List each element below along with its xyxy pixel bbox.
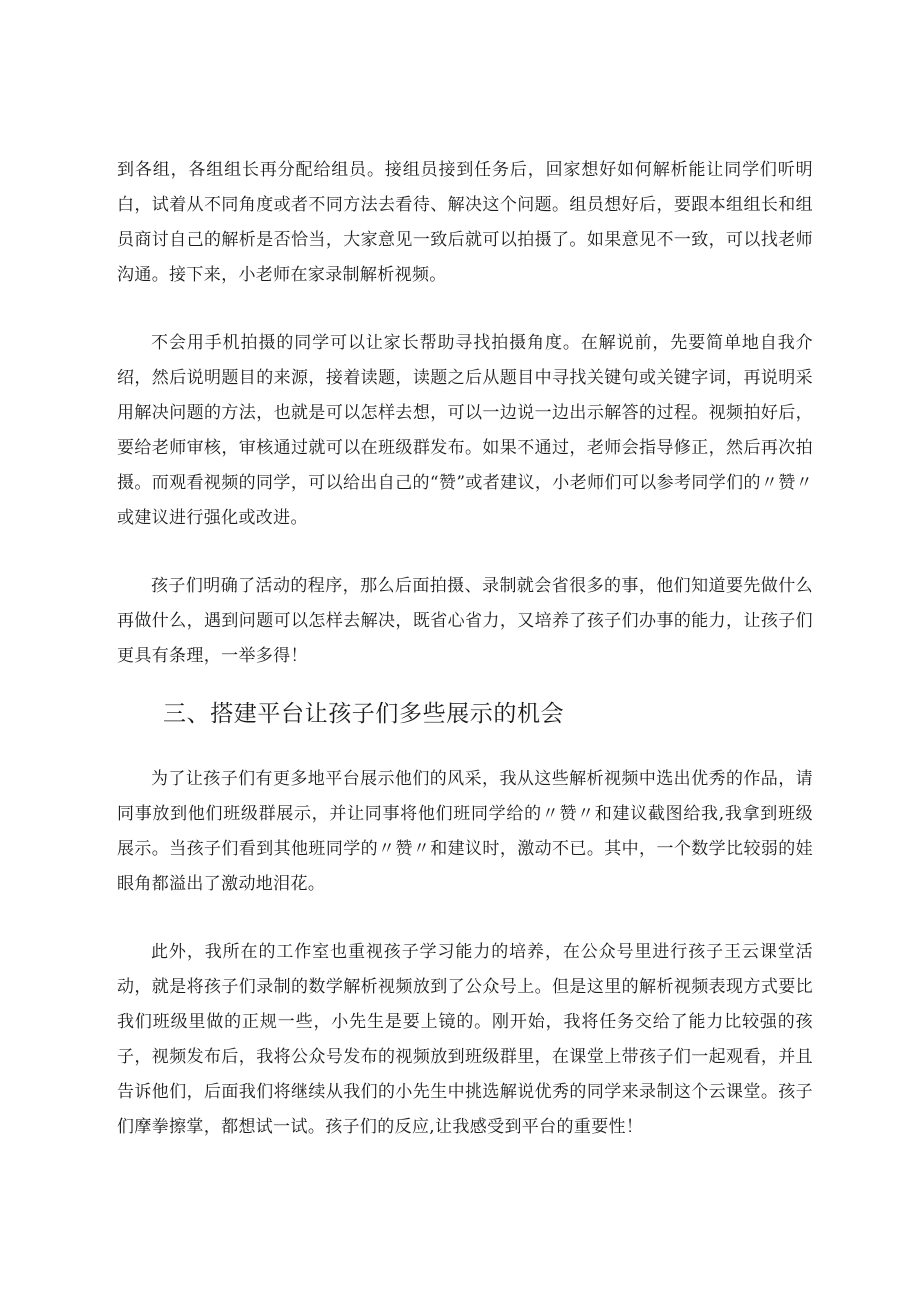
section-heading: 三、搭建平台让孩子们多些展示的机会: [163, 701, 565, 727]
paragraph-benefits: 孩子们明确了活动的程序，那么后面拍摄、录制就会省很多的事，他们知道要先做什么再做什么，遇到问题可以怎样去解决，既省心省力，又培养了孩子们办事的能力，让孩子们更具有条理，一举多得！: [117, 576, 813, 666]
paragraph-task-assignment: 到各组，各组组长再分配给组员。接组员接到任务后，回家想好如何解析能让同学们听明白，试着从不同角度或者不同方法去看待、解决这个问题。组员想好后，要跟本组组长和组员商讨自己的解析是否恰当，大家意见一致后就可以拍摄了。如果意见不一致，可以找老师沟通。接下来，小老师在家录制解析视频。: [117, 160, 813, 285]
paragraph-filming-process: 不会用手机拍摄的同学可以让家长帮助寻找拍摄角度。在解说前，先要简单地自我介绍，然后说明题目的来源，接着读题，读题之后从题目中寻找关键句或关键字词，再说明采用解决问题的方法，也就是可以怎样去想，可以一边说一边出示解答的过程。视频拍好后，要给老师审核，审核通过就可以在班级群发布。如果不通过，老师会指导修正，然后再次拍摄。而观看视频的同学，可以给出自己的“赞”或者建议，小老师们可以参考同学们的〃赞〃或建议进行强化或改进。: [117, 333, 813, 528]
paragraph-platform-showcase: 为了让孩子们有更多地平台展示他们的风采，我从这些解析视频中选出优秀的作品，请同事放到他们班级群展示，并让同事将他们班同学给的〃赞〃和建议截图给我,我拿到班级展示。当孩子们看到其他班同学的〃赞〃和建议时，激动不已。其中，一个数学比较弱的娃眼角都溢出了激动地泪花。: [117, 769, 813, 894]
paragraph-cloud-classroom: 此外，我所在的工作室也重视孩子学习能力的培养，在公众号里进行孩子王云课堂活动，就是将孩子们录制的数学解析视频放到了公众号上。但是这里的解析视频表现方式要比我们班级里做的正规一些，小先生是要上镜的。刚开始，我将任务交给了能力比较强的孩子，视频发布后，我将公众号发布的视频放到班级群里，在课堂上带孩子们一起观看，并且告诉他们，后面我们将继续从我们的小先生中挑选解说优秀的同学来录制这个云课堂。孩子们摩拳擦掌，都想试一试。孩子们的反应,让我感受到平台的重要性！: [117, 942, 813, 1137]
